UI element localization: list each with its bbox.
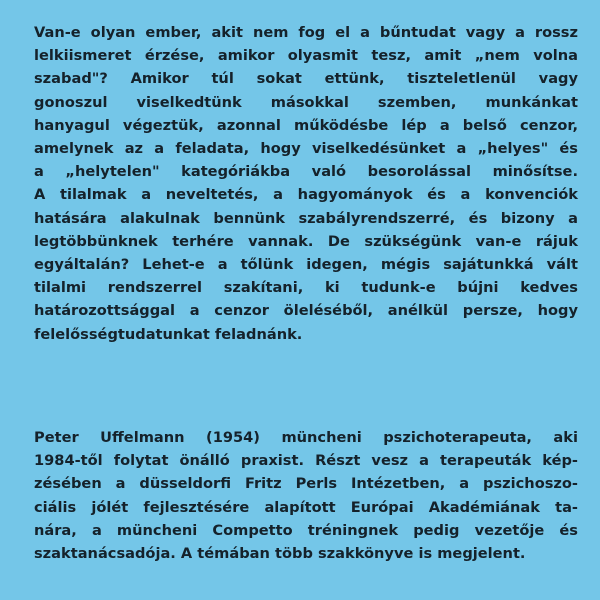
text-line: tilalmi rendszerrel szakítani, ki tudunk-e bújni kedves [34,279,578,297]
text-line: A tilalmak a neveltetés, a hagyományok és a konvenciók [34,186,578,204]
author-bio-paragraph [34,426,578,565]
text-line: felelősségtudatunkat feladnánk. [34,325,303,343]
text-line: a „helytelen" kategóriákba való besorolással minősítse. [34,163,578,181]
text-line: gonoszul viselkedtünk másokkal szemben, munkánkat [34,93,578,111]
text-line: Van-e olyan ember, akit nem fog el a bűntudat vagy a rossz [34,24,578,41]
text-line: lelkiismeret érzése, amikor olyasmit tesz, amit „nem volna [34,47,578,65]
text-line: ciális jólét fejlesztésére alapított Európai Akadémiának ta- [34,498,578,516]
text-line: amelynek az a feladata, hogy viselkedésünket a „helyes" és [34,140,578,158]
text-line: zésében a düsseldorfi Fritz Perls Intézetben, a pszichoszo- [34,475,578,493]
text-line: hanyagul végeztük, azonnal működésbe lép a belső cenzor, [34,116,578,134]
text-line: szaktanácsadója. A témában több szakkönyve is megjelent. [34,545,526,563]
text-line: egyáltalán? Lehet-e a tőlünk idegen, mégis sajátunkká vált [34,256,578,274]
text-line: szabad"? Amikor túl sokat ettünk, tiszteletlenül vagy [34,70,578,88]
text-line: határozottsággal a cenzor öleléséből, anélkül persze, hogy [34,302,578,320]
text-line: nára, a müncheni Competto tréningnek pedig vezetője és [34,521,578,539]
text-line: Peter Uffelmann (1954) müncheni pszichoterapeuta, aki [34,429,578,446]
text-line: 1984-től folytat önálló praxist. Részt vesz a terapeuták kép- [34,452,578,470]
text-line: legtöbbünknek terhére vannak. De szükségünk van-e rájuk [34,232,578,250]
blurb-paragraph [34,21,578,346]
text-line: hatására alakulnak bennünk szabályrendszerré, és bizony a [34,209,578,227]
